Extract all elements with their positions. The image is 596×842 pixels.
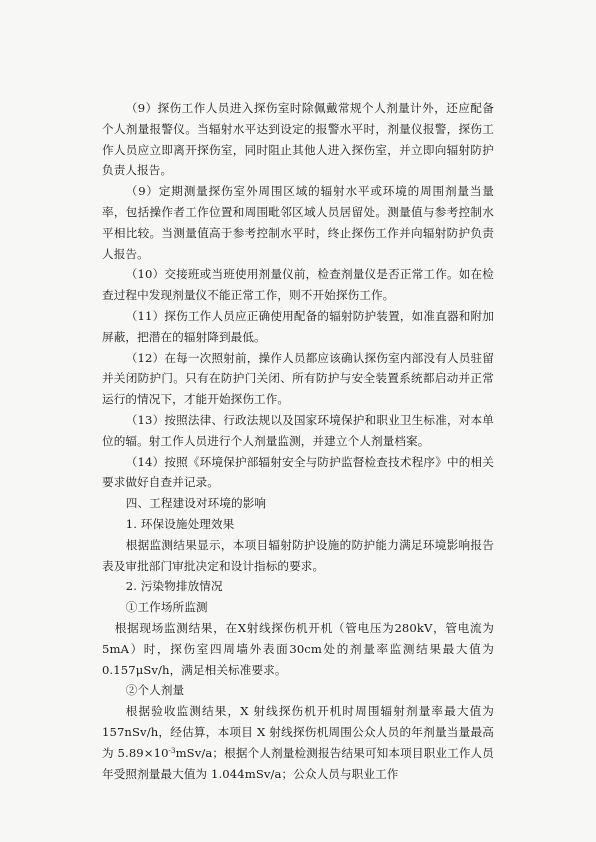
document-page: [102, 98, 494, 784]
paragraph-item-13: （13）按照法律、行政法规以及国家环境保护和职业卫生标准，对本单位的辐。射工作人员进行个人剂量监测，并建立个人剂量档案。: [102, 412, 494, 448]
section-heading-4: 四、工程建设对环境的影响: [125, 496, 267, 511]
paragraph-item-11: （11）探伤工作人员应正确使用配备的辐射防护装置，如准直器和附加屏蔽，把潜在的辐射降到最低。: [102, 308, 494, 344]
paragraph-item-10: （10）交接班或当班使用剂量仪前，检查剂量仪是否正常工作。如在检查过程中发现剂量仪不能正常工作，则不开始探伤工作。: [102, 267, 494, 303]
paragraph-item-9-alarm: （9）探伤工作人员进入探伤室时除佩戴常规个人剂量计外，还应配备个人剂量报警仪。当辐射水平达到设定的报警水平时，剂量仪报警，探伤工作人员应立即离开探伤室，同时阻止其他人进入探伤室，并立即向辐射防护负责人报告。: [102, 101, 494, 178]
personal-dose-text-part2: mSv/a；根据个人剂量检测报告结果可知本项目职业工作人员年受照剂量最大值为 1.044mSv/a；公众人员与职业工作: [102, 745, 494, 781]
personal-dose-text: [102, 701, 494, 784]
workplace-monitoring-text: [102, 618, 494, 680]
subsection-1-text: 根据监测结果显示，本项目辐射防护设施的防护能力满足环境影响报告表及审批部门审批决定和设计指标的要求。: [102, 537, 494, 573]
subsection-heading-1: 1. 环保设施处理效果: [125, 516, 235, 531]
personal-dose-text-part1: 根据验收监测结果，X 射线探伤机开机时周围辐射剂量率最大值为 157nSv/h，经估算，本项目 X 射线探伤机周围公众人员的年剂量当量最高为 5.89×10: [102, 704, 494, 760]
workplace-monitoring-heading: ①工作场所监测: [125, 600, 208, 615]
personal-dose-heading: ②个人剂量: [125, 683, 185, 698]
paragraph-item-14: （14）按照《环境保护部辐射安全与防护监督检查技术程序》中的相关要求做好自查并记录。: [102, 454, 494, 490]
paragraph-item-9-measurement: （9）定期测量探伤室外周围区域的辐射水平或环境的周围剂量当量率，包括操作者工作位置和周围毗邻区域人员居留处。测量值与参考控制水平相比较。当测量值高于参考控制水平时，终止探伤工作并向辐射防护负责人报告。: [102, 184, 494, 261]
workplace-monitoring-text-body: 根据现场监测结果，在X射线探伤机开机（管电压为280kV，管电流为5mA）时，探伤室四周墙外表面30cm处的剂量率监测结果最大值为0.157μSv/h，满足相关标准要求。: [102, 620, 494, 677]
paragraph-item-12: （12）在每一次照射前，操作人员都应该确认探伤室内部没有人员驻留并关闭防护门。只有在防护门关闭、所有防护与安全装置系统都启动并正常运行的情况下，才能开始探伤工作。: [102, 350, 494, 407]
personal-dose-exponent: -3: [168, 746, 176, 755]
subsection-heading-2: 2. 污染物排放情况: [125, 579, 223, 594]
